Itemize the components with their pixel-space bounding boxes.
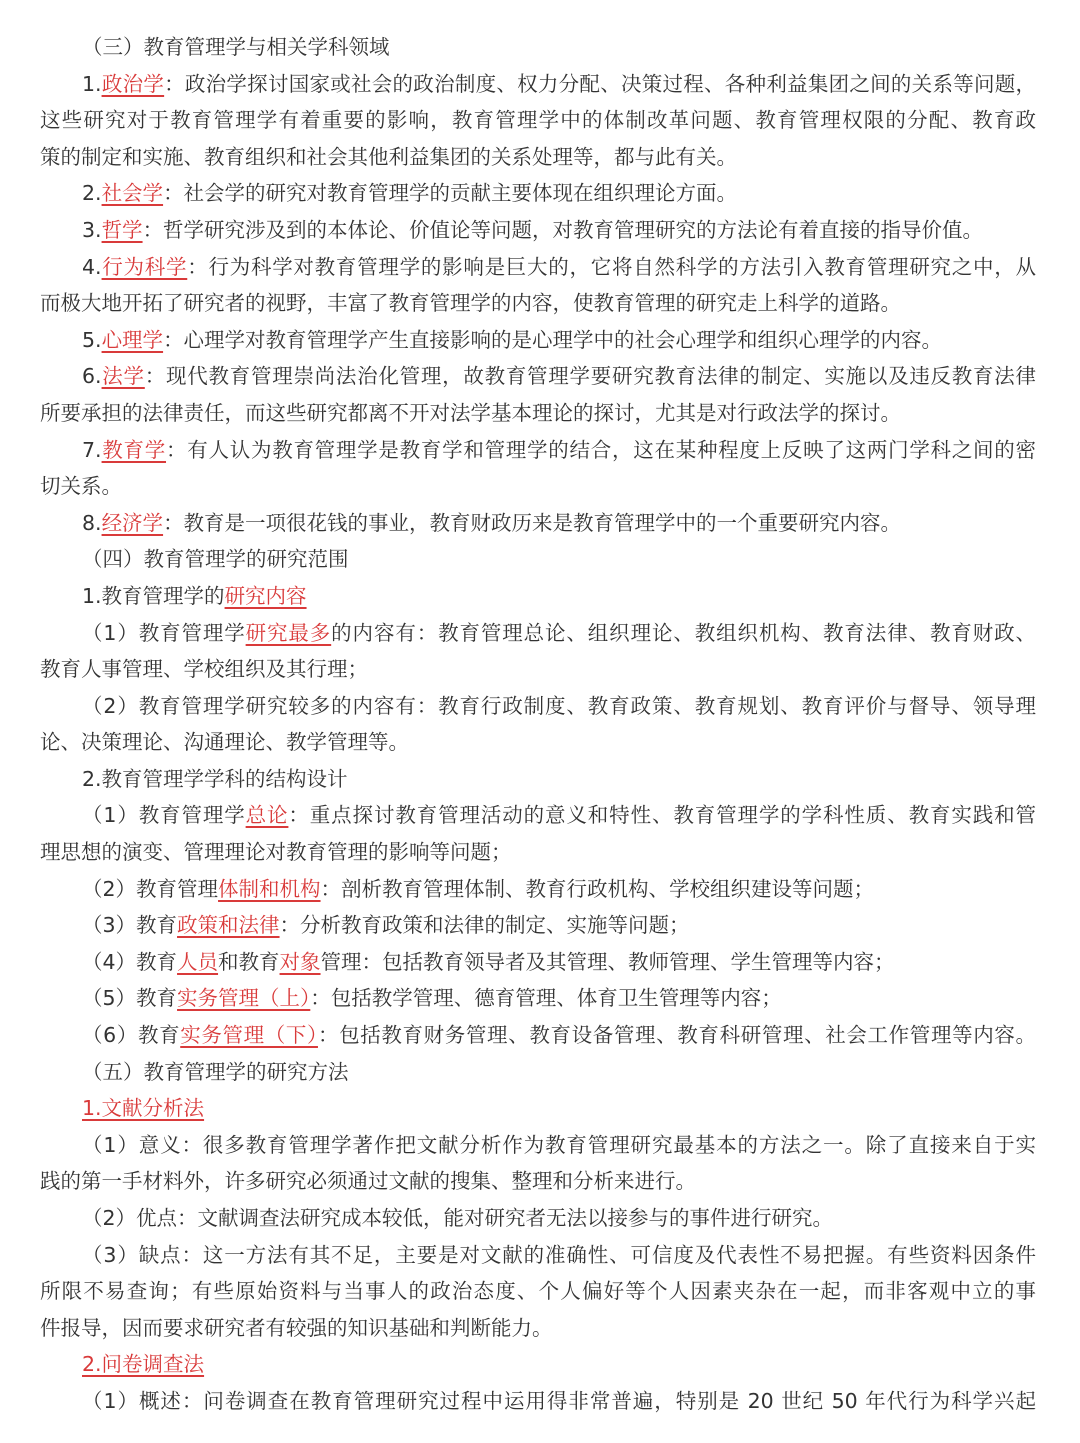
text-line <box>40 1200 1036 1237</box>
highlighted-term: 社会学 <box>101 181 164 206</box>
text-segment: 6. <box>82 364 102 389</box>
highlighted-term: 政治学 <box>101 71 165 96</box>
highlighted-term: 实务管理（下） <box>180 1023 318 1048</box>
text-line <box>40 1237 1036 1274</box>
text-line <box>40 871 1036 908</box>
highlighted-term: 政策和法律 <box>177 913 280 938</box>
text-segment: ：现代教育管理崇尚法治化管理，故教育管理学要研究教育法律的制定、实施以及违反教育法律 <box>144 364 1036 389</box>
text-segment: （三）教育管理学与相关学科领域 <box>82 35 390 59</box>
highlighted-term: 心理学 <box>101 327 164 352</box>
text-line <box>40 578 1036 615</box>
text-segment: ：包括教学管理、德育管理、体育卫生管理等内容； <box>310 986 782 1011</box>
text-segment: ：包括教育财务管理、教育设备管理、教育科研管理、社会工作管理等内容。 <box>317 1023 1036 1048</box>
text-line <box>40 29 1036 66</box>
text-line <box>40 834 1036 871</box>
text-segment: 践的第一手材料外，许多研究必须通过文献的搜集、整理和分析来进行。 <box>40 1169 696 1194</box>
highlighted-term: 研究内容 <box>224 583 307 608</box>
text-line <box>40 1090 1036 1127</box>
highlighted-term: 研究最多 <box>245 620 332 645</box>
text-segment: 策的制定和实施、教育组织和社会其他利益集团的关系处理等，都与此有关。 <box>40 144 737 169</box>
text-segment: 管理：包括教育领导者及其管理、教师管理、学生管理等内容； <box>320 949 895 974</box>
text-line <box>40 761 1036 798</box>
text-segment: ：分析教育政策和法律的制定、实施等问题； <box>279 913 690 938</box>
highlighted-term: 体制和机构 <box>218 876 321 901</box>
text-line <box>40 907 1036 944</box>
text-segment: ：剖析教育管理体制、教育行政机构、学校组织建设等问题； <box>320 876 875 901</box>
highlighted-term: 哲学 <box>101 217 143 242</box>
text-segment: 件报导，因而要求研究者有较强的知识基础和判断能力。 <box>40 1315 553 1340</box>
highlighted-term: 实务管理（上） <box>177 986 311 1011</box>
text-segment: 4. <box>82 254 102 279</box>
text-segment: 1. <box>82 71 102 96</box>
text-line <box>40 980 1036 1017</box>
text-line <box>40 285 1036 322</box>
text-line <box>40 1346 1036 1383</box>
text-line <box>40 688 1036 725</box>
highlighted-term: 行为科学 <box>101 254 188 279</box>
text-line <box>40 651 1036 688</box>
text-line <box>40 541 1036 578</box>
highlighted-term: 教育学 <box>101 437 167 462</box>
text-segment: （1）概述：问卷调查在教育管理研究过程中运用得非常普遍，特别是 20 世纪 50 年代行为科学兴起 <box>82 1388 1036 1413</box>
text-line <box>40 1054 1036 1091</box>
text-segment: 理思想的演变、管理理论对教育管理的影响等问题； <box>40 840 512 865</box>
text-line <box>40 468 1036 505</box>
text-segment: （1）教育管理学 <box>82 803 246 828</box>
text-segment: 的内容有：教育管理总论、组织理论、教组织机构、教育法律、教育财政、 <box>331 620 1036 645</box>
text-segment: （四）教育管理学的研究范围 <box>82 547 349 572</box>
highlighted-term: 1.文献分析法 <box>82 1096 205 1121</box>
text-line <box>40 1273 1036 1310</box>
text-segment: ：社会学的研究对教育管理学的贡献主要体现在组织理论方面。 <box>163 181 738 206</box>
text-segment: 这些研究对于教育管理学有着重要的影响，教育管理学中的体制改革问题、教育管理权限的分配、教育政 <box>40 108 1036 133</box>
text-segment: 2. <box>82 181 102 206</box>
highlighted-term: 经济学 <box>101 510 164 535</box>
text-segment: 7. <box>82 437 102 462</box>
text-segment: （2）教育管理学研究较多的内容有：教育行政制度、教育政策、教育规划、教育评价与督导、领导理 <box>82 693 1036 718</box>
highlighted-term: 人员 <box>177 949 219 974</box>
text-line <box>40 139 1036 176</box>
text-segment: 切关系。 <box>40 474 122 499</box>
text-line <box>40 395 1036 432</box>
text-segment: （4）教育 <box>82 949 178 974</box>
text-segment: （1）意义：很多教育管理学著作把文献分析作为教育管理研究最基本的方法之一。除了直接来自于实 <box>82 1132 1036 1157</box>
text-segment: 而极大地开拓了研究者的视野，丰富了教育管理学的内容，使教育管理的研究走上科学的道路。 <box>40 291 901 316</box>
text-line <box>40 249 1036 286</box>
text-line <box>40 66 1036 103</box>
text-segment: （5）教育 <box>82 986 178 1011</box>
text-segment: ：教育是一项很花钱的事业，教育财政历来是教育管理学中的一个重要研究内容。 <box>163 510 902 535</box>
text-line <box>40 212 1036 249</box>
text-line <box>40 1310 1036 1347</box>
highlighted-term: 法学 <box>101 364 145 389</box>
text-segment: 1.教育管理学的 <box>82 583 225 608</box>
text-segment: （2）教育管理 <box>82 876 219 901</box>
text-segment: 2.教育管理学学科的结构设计 <box>82 766 348 791</box>
text-segment: 8. <box>82 510 102 535</box>
text-segment: 论、决策理论、沟通理论、教学管理等。 <box>40 730 409 755</box>
text-line <box>40 615 1036 652</box>
text-line <box>40 1017 1036 1054</box>
text-segment: ：有人认为教育管理学是教育学和管理学的结合，这在某种程度上反映了这两门学科之间的密 <box>166 437 1036 462</box>
text-line <box>40 175 1036 212</box>
text-segment: （五）教育管理学的研究方法 <box>82 1059 349 1084</box>
text-segment: ：政治学探讨国家或社会的政治制度、权力分配、决策过程、各种利益集团之间的关系等问题， <box>164 71 1036 96</box>
text-segment: 教育人事管理、学校组织及其行理； <box>40 657 368 682</box>
text-segment: 5. <box>82 327 102 352</box>
text-line <box>40 505 1036 542</box>
text-line <box>40 432 1036 469</box>
text-line <box>40 322 1036 359</box>
text-segment: 所限不易查询；有些原始资料与当事人的政治态度、个人偏好等个人因素夹杂在一起，而非客观中立的事 <box>40 1279 1036 1304</box>
text-segment: ：心理学对教育管理学产生直接影响的是心理学中的社会心理学和组织心理学的内容。 <box>163 327 943 352</box>
highlighted-term: 总论 <box>245 803 289 828</box>
text-segment: ：重点探讨教育管理活动的意义和特性、教育管理学的学科性质、教育实践和管 <box>288 803 1036 828</box>
document-body <box>40 29 1036 1420</box>
text-segment: （3）教育 <box>82 913 178 938</box>
text-segment: （2）优点：文献调查法研究成本较低，能对研究者无法以接参与的事件进行研究。 <box>82 1206 834 1230</box>
text-segment: 3. <box>82 217 102 242</box>
text-line <box>40 102 1036 139</box>
text-segment: （3）缺点：这一方法有其不足，主要是对文献的准确性、可信度及代表性不易把握。有些资料因条件 <box>82 1242 1036 1267</box>
text-segment: （6）教育 <box>82 1023 181 1048</box>
text-segment: ：行为科学对教育管理学的影响是巨大的，它将自然科学的方法引入教育管理研究之中，从 <box>187 254 1036 279</box>
text-segment: ：哲学研究涉及到的本体论、价值论等问题，对教育管理研究的方法论有着直接的指导价值。 <box>142 217 984 242</box>
text-segment: 所要承担的法律责任，而这些研究都离不开对法学基本理论的探讨，尤其是对行政法学的探讨。 <box>40 400 901 425</box>
text-line <box>40 1127 1036 1164</box>
text-line <box>40 724 1036 761</box>
text-line <box>40 1383 1036 1420</box>
text-line <box>40 1163 1036 1200</box>
text-segment: 和教育 <box>218 949 280 974</box>
text-line <box>40 797 1036 834</box>
highlighted-term: 对象 <box>279 949 321 974</box>
text-line <box>40 944 1036 981</box>
text-segment: （1）教育管理学 <box>82 620 246 645</box>
text-line <box>40 358 1036 395</box>
highlighted-term: 2.问卷调查法 <box>82 1352 205 1377</box>
